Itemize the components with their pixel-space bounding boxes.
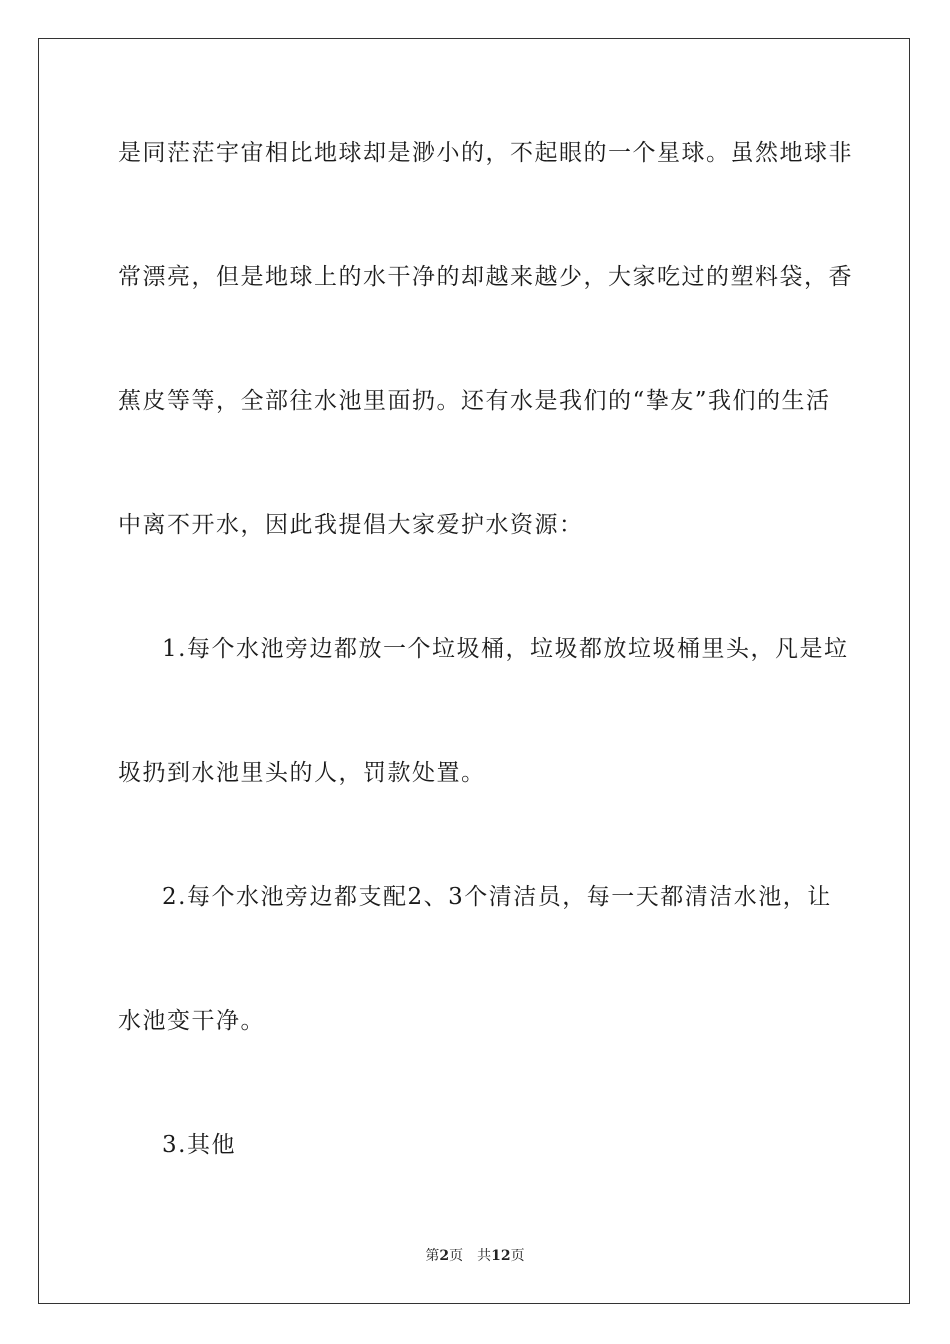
- page-border: [38, 38, 910, 1304]
- paragraph-line-2: 常漂亮，但是地球上的水干净的却越来越少，大家吃过的塑料袋，香: [118, 264, 853, 290]
- paragraph-line-4: 中离不开水，因此我提倡大家爱护水资源：: [118, 512, 584, 538]
- list-item-3: 3.其他: [162, 1132, 236, 1158]
- page-prefix: 第: [425, 1248, 440, 1264]
- page-suffix: 页: [449, 1248, 464, 1264]
- total-prefix: 共: [477, 1248, 492, 1264]
- paragraph-line-3: 蕉皮等等，全部往水池里面扔。还有水是我们的“挚友”我们的生活: [118, 388, 831, 414]
- page-footer: [0, 1247, 950, 1265]
- list-item-2-line-1: 2.每个水池旁边都支配2、3个清洁员，每一天都清洁水池，让: [162, 884, 832, 910]
- list-item-2-line-2: 水池变干净。: [118, 1008, 265, 1034]
- total-suffix: 页: [510, 1248, 525, 1264]
- total-page-number: 12: [491, 1248, 511, 1264]
- paragraph-line-1: 是同茫茫宇宙相比地球却是渺小的，不起眼的一个星球。虽然地球非: [118, 140, 853, 166]
- list-item-1-line-2: 圾扔到水池里头的人，罚款处置。: [118, 760, 486, 786]
- current-page-number: 2: [439, 1248, 450, 1264]
- list-item-1-line-1: 1.每个水池旁边都放一个垃圾桶，垃圾都放垃圾桶里头，凡是垃: [162, 636, 849, 662]
